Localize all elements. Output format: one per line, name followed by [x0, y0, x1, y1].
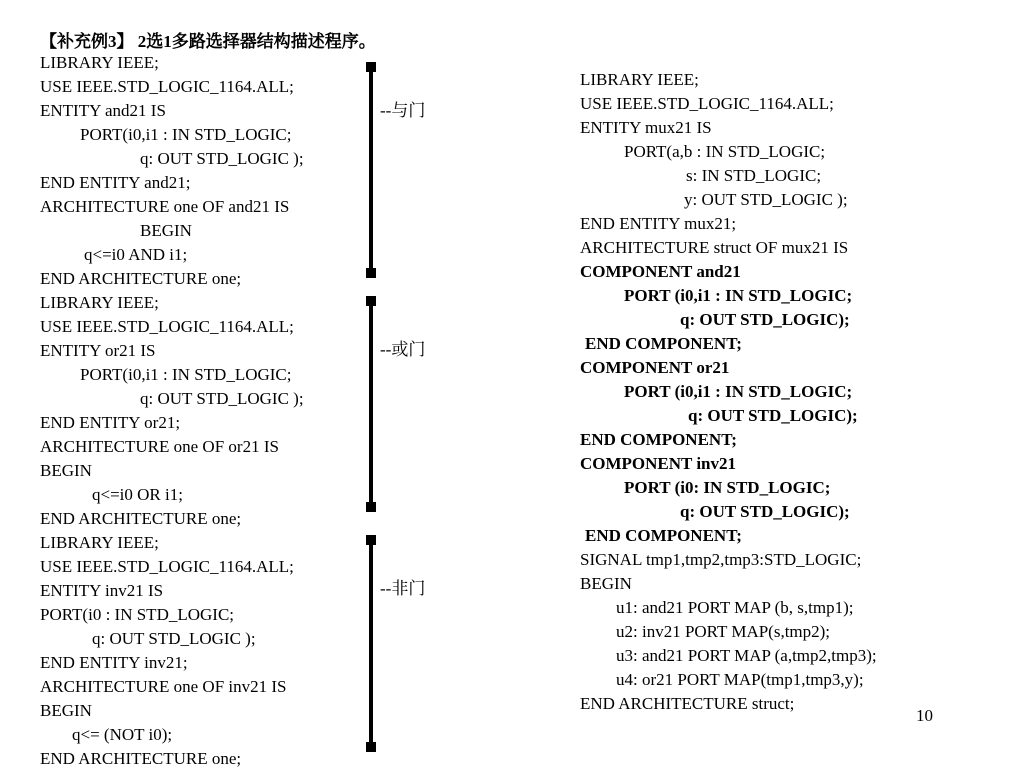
code-line: u2: inv21 PORT MAP(s,tmp2); — [616, 622, 831, 641]
code-line: BEGIN — [140, 221, 192, 240]
bracket-bar — [369, 296, 373, 512]
slide-title: 【补充例3】 2选1多路选择器结构描述程序。 — [40, 32, 376, 51]
bracket-cap-top — [366, 62, 376, 72]
code-line: PORT(i0,i1 : IN STD_LOGIC; — [80, 125, 292, 144]
code-line: q<= (NOT i0); — [72, 725, 173, 744]
bracket-and-gate — [366, 62, 380, 278]
code-line: LIBRARY IEEE; — [580, 70, 699, 89]
code-line: END COMPONENT; — [580, 430, 737, 449]
code-line: BEGIN — [40, 461, 92, 480]
code-line: ARCHITECTURE one OF and21 IS — [40, 197, 290, 216]
code-line: u1: and21 PORT MAP (b, s,tmp1); — [616, 598, 854, 617]
code-line: END ARCHITECTURE one; — [40, 509, 242, 528]
code-line: COMPONENT and21 — [580, 262, 741, 281]
code-line: COMPONENT or21 — [580, 358, 730, 377]
bracket-cap-top — [366, 296, 376, 306]
code-line: USE IEEE.STD_LOGIC_1164.ALL; — [40, 317, 294, 336]
code-line: q<=i0 OR i1; — [92, 485, 183, 504]
code-line: q: OUT STD_LOGIC ); — [140, 389, 304, 408]
code-line: ENTITY and21 IS — [40, 101, 166, 120]
bracket-bar — [369, 535, 373, 752]
code-line: y: OUT STD_LOGIC ); — [684, 190, 848, 209]
code-line: END ENTITY inv21; — [40, 653, 188, 672]
code-line: q: OUT STD_LOGIC); — [680, 502, 850, 521]
code-line: END ARCHITECTURE struct; — [580, 694, 795, 713]
code-line: END ENTITY mux21; — [580, 214, 737, 233]
code-line: SIGNAL tmp1,tmp2,tmp3:STD_LOGIC; — [580, 550, 862, 569]
gate-label-not: --非门 — [380, 579, 426, 598]
code-line: ENTITY mux21 IS — [580, 118, 712, 137]
code-line: s: IN STD_LOGIC; — [686, 166, 822, 185]
code-line: USE IEEE.STD_LOGIC_1164.ALL; — [40, 557, 294, 576]
bracket-cap-top — [366, 535, 376, 545]
code-line: ENTITY or21 IS — [40, 341, 156, 360]
code-line: END COMPONENT; — [585, 526, 742, 545]
code-line: BEGIN — [580, 574, 632, 593]
code-line: LIBRARY IEEE; — [40, 293, 159, 312]
bracket-cap-bottom — [366, 268, 376, 278]
bracket-bar — [369, 62, 373, 278]
code-line: PORT (i0,i1 : IN STD_LOGIC; — [624, 286, 853, 305]
code-line: PORT (i0,i1 : IN STD_LOGIC; — [624, 382, 853, 401]
code-line: END ARCHITECTURE one; — [40, 749, 242, 768]
code-line: END ARCHITECTURE one; — [40, 269, 242, 288]
code-line: PORT(a,b : IN STD_LOGIC; — [624, 142, 826, 161]
code-line: u4: or21 PORT MAP(tmp1,tmp3,y); — [616, 670, 864, 689]
code-line: END ENTITY or21; — [40, 413, 181, 432]
left-code-block — [40, 51, 304, 771]
code-line: q: OUT STD_LOGIC ); — [140, 149, 304, 168]
code-line: q: OUT STD_LOGIC); — [688, 406, 858, 425]
code-line: ARCHITECTURE one OF inv21 IS — [40, 677, 287, 696]
code-line: BEGIN — [40, 701, 92, 720]
code-line: q: OUT STD_LOGIC); — [680, 310, 850, 329]
code-line: PORT (i0: IN STD_LOGIC; — [624, 478, 831, 497]
code-line: PORT(i0,i1 : IN STD_LOGIC; — [80, 365, 292, 384]
bracket-or-gate — [366, 296, 380, 512]
code-line: END COMPONENT; — [585, 334, 742, 353]
page-number: 10 — [916, 706, 933, 725]
bracket-not-gate — [366, 535, 380, 752]
code-line: LIBRARY IEEE; — [40, 53, 159, 72]
code-line: ARCHITECTURE struct OF mux21 IS — [580, 238, 849, 257]
gate-label-and: --与门 — [380, 101, 426, 120]
code-line: USE IEEE.STD_LOGIC_1164.ALL; — [580, 94, 834, 113]
code-line: COMPONENT inv21 — [580, 454, 737, 473]
bracket-cap-bottom — [366, 502, 376, 512]
bracket-cap-bottom — [366, 742, 376, 752]
right-code-block — [580, 68, 877, 716]
gate-label-or: --或门 — [380, 340, 426, 359]
code-line: ARCHITECTURE one OF or21 IS — [40, 437, 279, 456]
code-line: LIBRARY IEEE; — [40, 533, 159, 552]
code-line: END ENTITY and21; — [40, 173, 191, 192]
code-line: ENTITY inv21 IS — [40, 581, 164, 600]
code-line: USE IEEE.STD_LOGIC_1164.ALL; — [40, 77, 294, 96]
code-line: u3: and21 PORT MAP (a,tmp2,tmp3); — [616, 646, 877, 665]
code-line: q<=i0 AND i1; — [84, 245, 188, 264]
code-line: PORT(i0 : IN STD_LOGIC; — [40, 605, 235, 624]
code-line: q: OUT STD_LOGIC ); — [92, 629, 256, 648]
